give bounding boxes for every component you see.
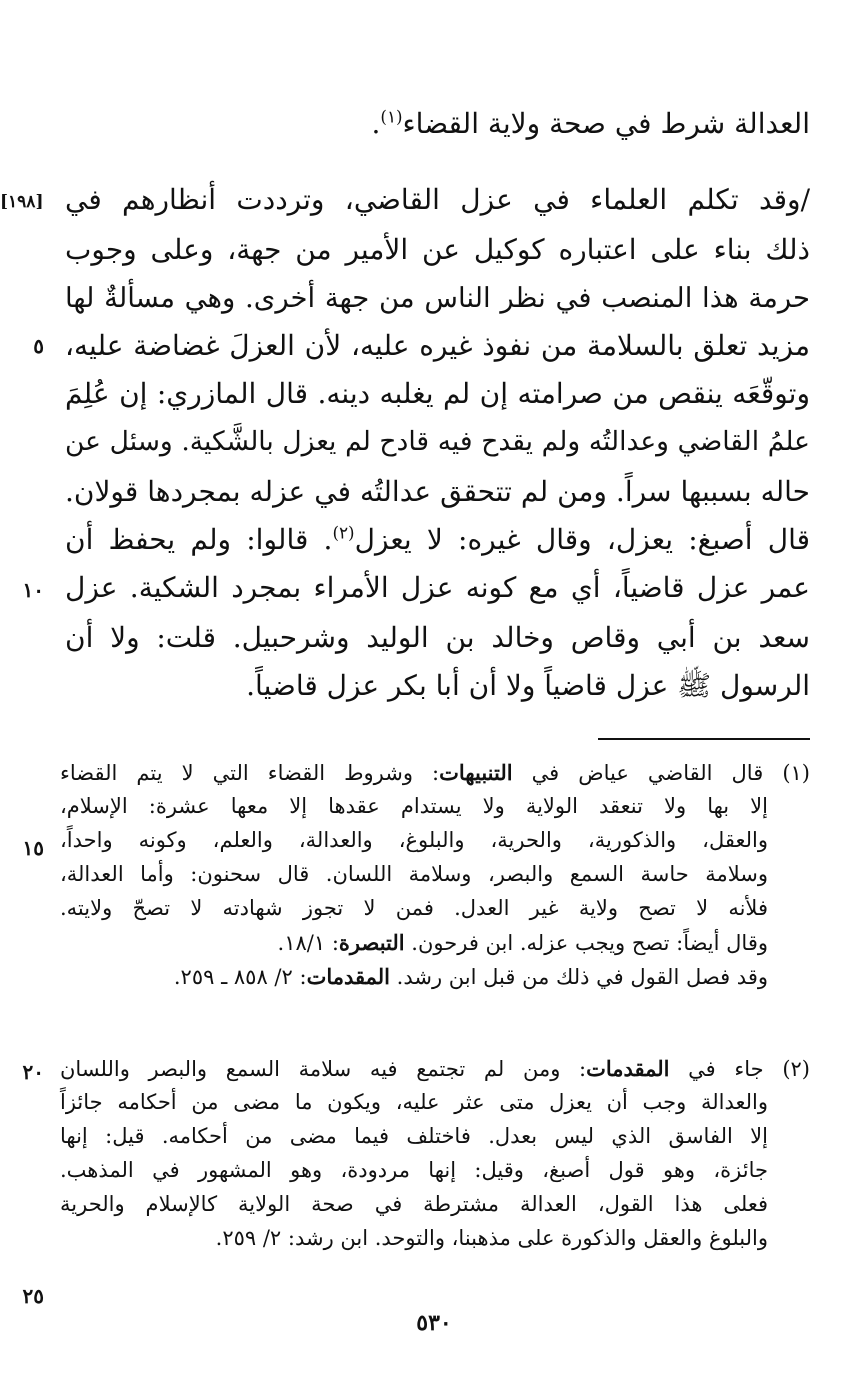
book-title: المقدمات (306, 964, 390, 989)
footnote-text: : وشروط القضاء التي لا يتم القضاء (60, 761, 440, 785)
main-text-line-5: مزيد تعلق بالسلامة من نفوذ غيره عليه، لأن العزلَ غضاضة عليه، (65, 329, 810, 362)
main-text-line-4: حرمة هذا المنصب في نظر الناس من جهة أخرى. وهي مسألةٌ لها (65, 282, 810, 314)
footnote-1-line-6 (60, 926, 768, 959)
footnote-2-line-1 (60, 1052, 810, 1085)
footnote-1-line-4: وسلامة حاسة السمع والبصر، وسلامة اللسان. قال سحنون: وأما العدالة، (60, 862, 768, 886)
footnote-ref-2[interactable]: (٢) (332, 522, 355, 543)
footnote-2-line-6: والبلوغ والعقل والذكورة على مذهبنا، والتوحد. ابن رشد: ٢/ ٢٥٩. (215, 1226, 768, 1250)
footnote-text: قال القاضي عياض في (512, 761, 764, 785)
footnote-2-line-2: والعدالة وجب أن يعزل متى عثر عليه، ويكون ما مضى من أحكامه جائزاً (60, 1090, 768, 1114)
main-text-line-1 (65, 100, 810, 148)
main-text-line-9 (65, 516, 810, 564)
main-text-line-6: وتوقّعَه ينقص من صرامته إن لم يغلبه دينه. قال المازري: إن عُلِمَ (65, 377, 810, 410)
line-number-20: ٢٠ (22, 1060, 44, 1084)
main-text-line-8: حاله بسببها سراً. ومن لم تتحقق عدالتُه في عزله بمجردها قولان. (65, 475, 810, 508)
footnote-1-line-1 (60, 756, 810, 789)
footnote-text: : ومن لم تجتمع فيه سلامة السمع والبصر واللسان (60, 1057, 587, 1081)
page-number: ٥٣٠ (416, 1310, 452, 1336)
footnote-2-line-3: إلا الفاسق الذي ليس بعدل. فاختلف فيما مضى من أحكامه. قيل: إنها (60, 1124, 768, 1148)
main-text-line-10: عمر عزل قاضياً، أي مع كونه عزل الأمراء بمجرد الشكية. عزل (65, 571, 810, 604)
line-number-5: ٥ (33, 334, 44, 358)
footnote-1-line-5: فلأنه لا تصح ولاية غير العدل. فمن لا تجوز شهادته لا تصحّ ولايته. (60, 896, 768, 920)
book-title: المقدمات (586, 1056, 670, 1081)
footnote-text: : ٢/ ٨٥٨ ـ ٢٥٩. (173, 965, 307, 989)
footnote-separator (598, 738, 810, 740)
footnote-2-line-5: فعلى هذا القول، العدالة مشترطة في صحة الولاية كالإسلام والحرية (60, 1192, 768, 1216)
main-text-line-7: علمُ القاضي وعدالتُه ولم يقدح فيه قادح لم يعزل بالشَّكية. وسئل عن (65, 426, 810, 457)
footnote-marker-2: (٢) (782, 1057, 810, 1081)
main-text-span: العدالة شرط في صحة ولاية القضاء (402, 107, 810, 140)
main-text-line-11: سعد بن أبي وقاص وخالد بن الوليد وشرحبيل. قلت: ولا أن (65, 621, 810, 654)
main-text-line-2: /وقد تكلم العلماء في عزل القاضي، وترددت أنظارهم في (65, 183, 810, 216)
main-text-span: قال أصبغ: يعزل، وقال غيره: لا يعزل (354, 523, 810, 556)
footnote-text: وقد فصل القول في ذلك من قبل ابن رشد. (390, 965, 768, 989)
line-number-10: ١٠ (22, 578, 44, 602)
footnote-text: : ١٨/١. (277, 931, 339, 955)
book-title: التبصرة (338, 930, 405, 955)
main-text-span: . قالوا: ولم يحفظ أن (65, 523, 333, 556)
footnote-1-line-7 (60, 960, 768, 993)
manuscript-page-ref: [١٩٨] (0, 192, 44, 212)
main-text-line-3: ذلك بناء على اعتباره كوكيل عن الأمير من جهة، وعلى وجوب (65, 233, 810, 266)
book-title: التنبيهات (439, 760, 513, 785)
footnote-1-line-2: إلا بها ولا تنعقد الولاية ولا يستدام عقدها إلا معها عشرة: الإسلام، (60, 794, 768, 818)
footnote-text: وقال أيضاً: تصح ويجب عزله. ابن فرحون. (404, 931, 768, 955)
main-text-line-12: الرسول ﷺ عزل قاضياً ولا أن أبا بكر عزل قاضياً. (246, 669, 810, 702)
footnote-ref-1[interactable]: (١) (380, 106, 403, 127)
footnote-1-line-3: والعقل، والذكورية، والحرية، والبلوغ، والعدالة، والعلم، وكونه واحداً، (60, 828, 768, 852)
footnote-marker-1: (١) (782, 761, 810, 785)
line-number-25: ٢٥ (22, 1284, 44, 1308)
line-number-15: ١٥ (22, 836, 44, 860)
main-text-span: . (371, 107, 381, 140)
footnote-2-line-4: جائزة، وهو قول أصبغ، وقيل: إنها مردودة، وهو المشهور في المذهب. (60, 1158, 768, 1182)
footnote-text: جاء في (669, 1057, 764, 1081)
